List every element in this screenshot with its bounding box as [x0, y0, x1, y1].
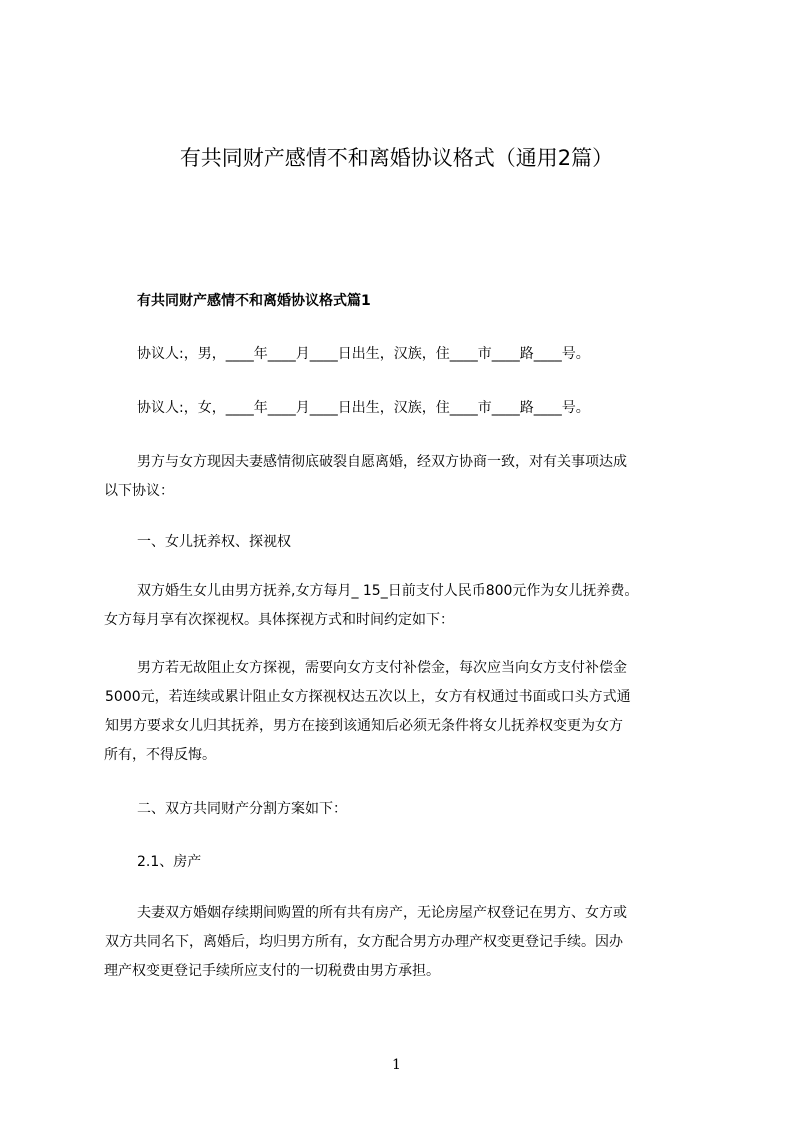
property-line: 理产权变更登记手续所应支付的一切税费由男方承担。 — [104, 963, 440, 979]
party-female-line: 协议人:，女，____年____月____日出生，汉族，住____市____路____号。 — [137, 400, 590, 416]
visitation-line: 男方若无故阻止女方探视，需要向女方支付补偿金，每次应当向女方支付补偿金 — [137, 660, 627, 676]
section-1-title: 一、女儿抚养权、探视权 — [137, 534, 291, 550]
section-heading: 有共同财产感情不和离婚协议格式篇1 — [137, 293, 371, 309]
custody-line: 双方婚生女儿由男方抚养,女方每月_ 15_日前支付人民币800元作为女儿抚养费。 — [137, 583, 639, 599]
property-paragraph — [104, 899, 627, 986]
property-line: 夫妻双方婚姻存续期间购置的所有共有房产，无论房屋产权登记在男方、女方或 — [137, 905, 627, 921]
visitation-paragraph — [104, 654, 631, 770]
visitation-line: 所有，不得反悔。 — [104, 747, 216, 763]
property-line: 双方共同名下，离婚后，均归男方所有，女方配合男方办理产权变更登记手续。因办 — [105, 934, 623, 950]
custody-paragraph — [104, 577, 638, 635]
page-number: 1 — [392, 1057, 401, 1073]
section-2-title: 二、双方共同财产分割方案如下： — [137, 801, 347, 817]
custody-line: 女方每月享有次探视权。具体探视方式和时间约定如下： — [104, 612, 454, 628]
visitation-line: 知男方要求女儿归其抚养，男方在接到该通知后必须无条件将女儿抚养权变更为女方 — [105, 718, 623, 734]
party-male-line: 协议人:，男，____年____月____日出生，汉族，住____市____路____号。 — [137, 346, 590, 362]
intro-paragraph — [104, 448, 627, 506]
document-title: 有共同财产感情不和离婚协议格式（通用2篇） — [179, 146, 614, 170]
visitation-line: 5000元，若连续或累计阻止女方探视权达五次以上，女方有权通过书面或口头方式通 — [105, 689, 631, 705]
intro-line: 以下协议： — [104, 483, 174, 499]
sub-2-1-title: 2.1、房产 — [137, 854, 202, 870]
intro-line: 男方与女方现因夫妻感情彻底破裂自愿离婚，经双方协商一致，对有关事项达成 — [137, 454, 627, 470]
